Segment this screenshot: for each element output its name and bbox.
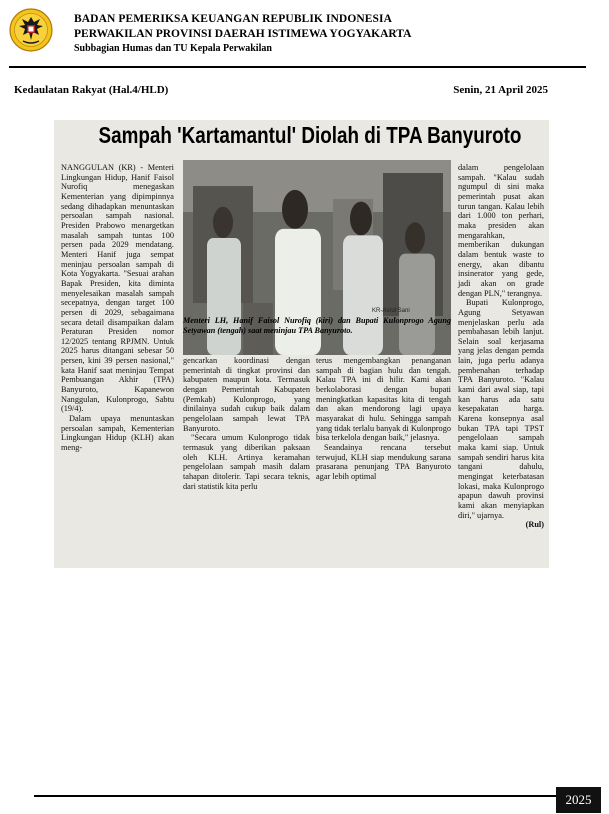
author-initials: (Rul) [525,520,544,530]
header-office: PERWAKILAN PROVINSI DAERAH ISTIMEWA YOGYAKARTA [74,28,412,40]
article-column-1 [61,163,174,453]
page-number: 2025 [556,787,601,813]
article-title: Sampah 'Kartamantul' Diolah di TPA Banyuroto [98,122,522,148]
publication-date: Senin, 21 April 2025 [453,84,548,96]
footer-divider [34,795,556,797]
newspaper-source: Kedaulatan Rakyat (Hal.4/HLD) [14,84,169,96]
article-paragraph: gencarkan koordinasi dengan pemerintah di tingkat provinsi dan kabupaten maupun kota. Termasuk dengan Pemerintah Kabupaten (Pemkab) Kulonprogo, yang dinilainya sudah cukup baik dalam pengelolaan sampah lewat TPA Banyuroto. [183,356,310,433]
header-subdivision: Subbagian Humas dan TU Kepala Perwakilan [74,43,272,54]
photo-caption: Menteri LH, Hanif Faisol Nurofiq (kiri) dan Bupati Kulonprogo Agung Setyawan (tengah) saat meninjau TPA Banyuroto. [183,316,451,335]
article-paragraph: Seandainya rencana tersebut terwujud, KLH siap mendukung sarana prasarana penunjang TPA Banyuroto agar lebih optimal [316,442,451,481]
article-paragraph: Bupati Kulonprogo, Agung Setyawan menjelaskan perlu ada pembahasan lebih lanjut. Selain soal kerjasama yang jelas dengan pemda lain, juga perlu adanya pembenahan terhadap TPA Banyuroto. "Kalau kami dari awal siap, tapi kan harus ada satu kesepakatan harga. Karena konsepnya asal bukan TPA tapi TPST pengelolaan sampah maka kami siap. Untuk sampah sendiri harus kita tangani dahulu, mengingat keterbatasan lokasi, maka Kulonprogo apapun dawuh provinsi kami akan menyiapkan diri," ujarnya. [458,298,544,520]
news-clipping [54,120,549,568]
header-institution: BADAN PEMERIKSA KEUANGAN REPUBLIK INDONESIA [74,13,393,25]
photo-credit: KR-Asrul Sani [372,308,410,314]
article-paragraph: "Secara umum Kulonprogo tidak termasuk yang diberikan paksaan oleh KLH. Artinya keramahan pengelolaan sampah masih dalam tahapan ditolerir. Tapi secara teknis, dari statistik kita perlu [183,433,310,491]
article-column-3 [316,356,451,482]
article-paragraph: dalam pengelolaan sampah. "Kalau sudah ngumpul di sini maka pemerintah pusat akan turun tangan. Kalau lebih dari 1.000 ton perhari, maka presiden akan mengarahkan, memberikan dukungan dalam bentuk waste to energy, akan dibantu insinerator yang gede, jadi akan on grade dengan PLN," terangnya. [458,163,544,298]
header-divider [9,66,586,68]
article-column-2 [183,356,310,491]
article-paragraph: Dalam upaya menuntaskan persoalan sampah, Kementerian Lingkungan Hidup (KLH) akan meng- [61,414,174,453]
garuda-emblem-icon [9,8,53,52]
article-paragraph: NANGGULAN (KR) - Menteri Lingkungan Hidup, Hanif Faisol Nurofiq menegaskan Kementerian yang dipimpinnya sedang dihadapkan menuntaskan persoalan sampah nasional. Presiden Prabowo menargetkan masalah sampah tuntas 100 persen pada 2029 mendatang. Menteri Hanif juga sempat meninjau persoalan sampah di Kota Yogyakarta. "Sesuai arahan Bapak Presiden, kita diminta menyelesaikan masalah sampah secepatnya, dengan target 100 persen di 2029, sebagaimana secara detail disampaikan dalam Peraturan Presiden nomor 12/2025 tentang RPJMN. Untuk 2025 harus ditangani sebesar 50 persen, kini 39 persen nasional," kata Hanif saat meninjau Tempat Pembuangan Akhir (TPA) Banyuroto, Kapanewon Nanggulan, Kulonprogo, Sabtu (19/4). [61,163,174,414]
article-column-4 [458,163,544,530]
article-paragraph: terus mengembangkan penanganan sampah di bagian hulu dan tengah. Kalau TPA ini di hilir. Kami akan berkolaborasi dengan bupati meningkatkan kapasitas kita di tengah dan akan mendorong lagi upaya masyarakat di hulu. Sehingga sampah yang tidak terlalu banyak di Kulonprogo bisa terkelola dengan baik," jelasnya. [316,356,451,443]
